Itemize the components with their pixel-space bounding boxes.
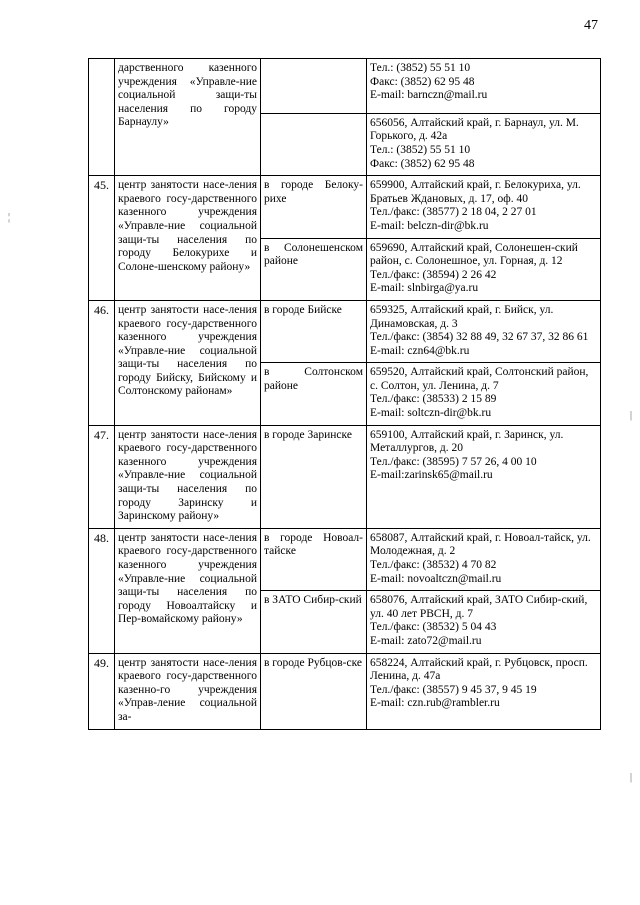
address-line: 659520, Алтайский край, Солтонский район, с. Солтон, ул. Ленина, д. 7 — [370, 366, 589, 392]
margin-mark: | — [630, 772, 633, 783]
table-row — [89, 176, 601, 238]
address-line: Тел./факс: (38557) 9 45 37, 9 45 19 — [370, 683, 537, 696]
address-line: 659900, Алтайский край, г. Белокуриха, ул. Братьев Ждановых, д. 17, оф. 40 — [370, 179, 581, 205]
registry-body — [89, 59, 601, 730]
address-cell — [367, 113, 601, 175]
address-cell — [367, 591, 601, 653]
margin-mark: ¦ — [8, 212, 11, 223]
table-row — [89, 653, 601, 729]
address-line: Тел./факс: (38533) 2 15 89 — [370, 393, 497, 406]
row-number-cell: 45. — [89, 176, 115, 301]
organization-cell: дарственного казенного учреждения «Управле-ние социальной защи-ты населения по городу Барнаулу» — [115, 59, 261, 176]
location-cell: в Солтонском районе — [261, 363, 367, 425]
address-cell — [367, 238, 601, 300]
address-line: E-mail: czn.rub@rambler.ru — [370, 697, 500, 710]
address-line: E-mail: czn64@bk.ru — [370, 344, 470, 357]
address-line: Тел./факс: (38594) 2 26 42 — [370, 268, 497, 281]
address-cell — [367, 528, 601, 590]
location-cell — [261, 59, 367, 114]
location-cell: в Солонешенском районе — [261, 238, 367, 300]
address-line: E-mail:zarinsk65@mail.ru — [370, 469, 493, 482]
location-cell: в городе Бийске — [261, 300, 367, 362]
address-cell — [367, 363, 601, 425]
row-number-cell: 47. — [89, 425, 115, 528]
address-line: 658224, Алтайский край, г. Рубцовск, просп. Ленина, д. 47а — [370, 656, 588, 683]
address-line: E-mail: novoaltczn@mail.ru — [370, 572, 502, 585]
address-line: Тел./факс: (38532) 5 04 43 — [370, 621, 497, 634]
address-line: Факс: (3852) 62 95 48 — [370, 75, 475, 88]
location-cell: в городе Заринске — [261, 425, 367, 528]
organization-cell: центр занятости насе-ления краевого госу-дарственного казенного учреждения «Управле-ние социальной защи-ты населения по городу Заринску и Заринскому району» — [115, 425, 261, 528]
row-number-cell: 46. — [89, 300, 115, 425]
address-cell — [367, 176, 601, 238]
address-line: E-mail: belczn-dir@bk.ru — [370, 219, 489, 232]
location-cell: в городе Белоку-рихе — [261, 176, 367, 238]
address-line: 659325, Алтайский край, г. Бийск, ул. Динамовская, д. 3 — [370, 303, 554, 330]
address-cell — [367, 425, 601, 528]
registry-table — [88, 58, 601, 730]
address-line: Тел./факс: (38532) 4 70 82 — [370, 559, 497, 571]
location-cell: в городе Рубцов-ске — [261, 653, 367, 729]
address-line: Факс: (3852) 62 95 48 — [370, 157, 475, 170]
table-row — [89, 425, 601, 528]
row-number-cell: 49. — [89, 653, 115, 729]
margin-mark: | — [630, 410, 633, 421]
address-line: 658087, Алтайский край, г. Новоал-тайск, ул. Молодежная, д. 2 — [370, 531, 591, 558]
table-row — [89, 528, 601, 590]
address-line: E-mail: slnbirga@ya.ru — [370, 282, 479, 295]
address-line: Тел./факс: (3854) 32 88 49, 32 67 37, 32 86 61 — [370, 331, 589, 344]
page-number: 47 — [584, 18, 598, 33]
address-line: 659690, Алтайский край, Солонешен-ский район, с. Солонешное, ул. Горная, д. 12 — [370, 241, 578, 268]
address-line: E-mail: barnczn@mail.ru — [370, 89, 488, 102]
spacer — [370, 103, 597, 109]
address-line: Тел./факс: (38595) 7 57 26, 4 00 10 — [370, 455, 537, 468]
row-number-cell — [89, 59, 115, 176]
address-line: Тел.: (3852) 55 51 10 — [370, 143, 471, 156]
address-line: E-mail: soltczn-dir@bk.ru — [370, 407, 492, 420]
address-line: 658076, Алтайский край, ЗАТО Сибир-ский, ул. 40 лет РВСН, д. 7 — [370, 594, 588, 620]
address-cell — [367, 59, 601, 114]
address-line: Тел./факс: (38577) 2 18 04, 2 27 01 — [370, 206, 537, 219]
location-cell: в городе Новоал-тайске — [261, 528, 367, 590]
address-line: 656056, Алтайский край, г. Барнаул, ул. М. Горького, д. 42а — [370, 116, 579, 143]
table-row — [89, 59, 601, 114]
organization-cell: центр занятости насе-ления краевого госу-дарственного казенно-го учреждения «Управ-ление социальной за- — [115, 653, 261, 729]
address-line: Тел.: (3852) 55 51 10 — [370, 62, 471, 74]
organization-cell: центр занятости насе-ления краевого госу-дарственного казенного учреждения «Управле-ние социальной защи-ты населения по городу Новоалтайску и Пер-вомайскому району» — [115, 528, 261, 653]
location-cell — [261, 113, 367, 175]
address-line: 659100, Алтайский край, г. Заринск, ул. Металлургов, д. 20 — [370, 428, 564, 455]
address-cell — [367, 653, 601, 729]
address-cell — [367, 300, 601, 362]
table-row — [89, 300, 601, 362]
location-cell: в ЗАТО Сибир-ский — [261, 591, 367, 653]
address-line: E-mail: zato72@mail.ru — [370, 634, 482, 647]
organization-cell: центр занятости насе-ления краевого госу-дарственного казенного учреждения «Управле-ние социальной защи-ты населения по городу Белокурихе и Солоне-шенскому району» — [115, 176, 261, 301]
row-number-cell: 48. — [89, 528, 115, 653]
organization-cell: центр занятости насе-ления краевого госу-дарственного казенного учреждения «Управле-ние социальной защи-ты населения по городу Бийску, Бийскому и Солтонскому районам» — [115, 300, 261, 425]
